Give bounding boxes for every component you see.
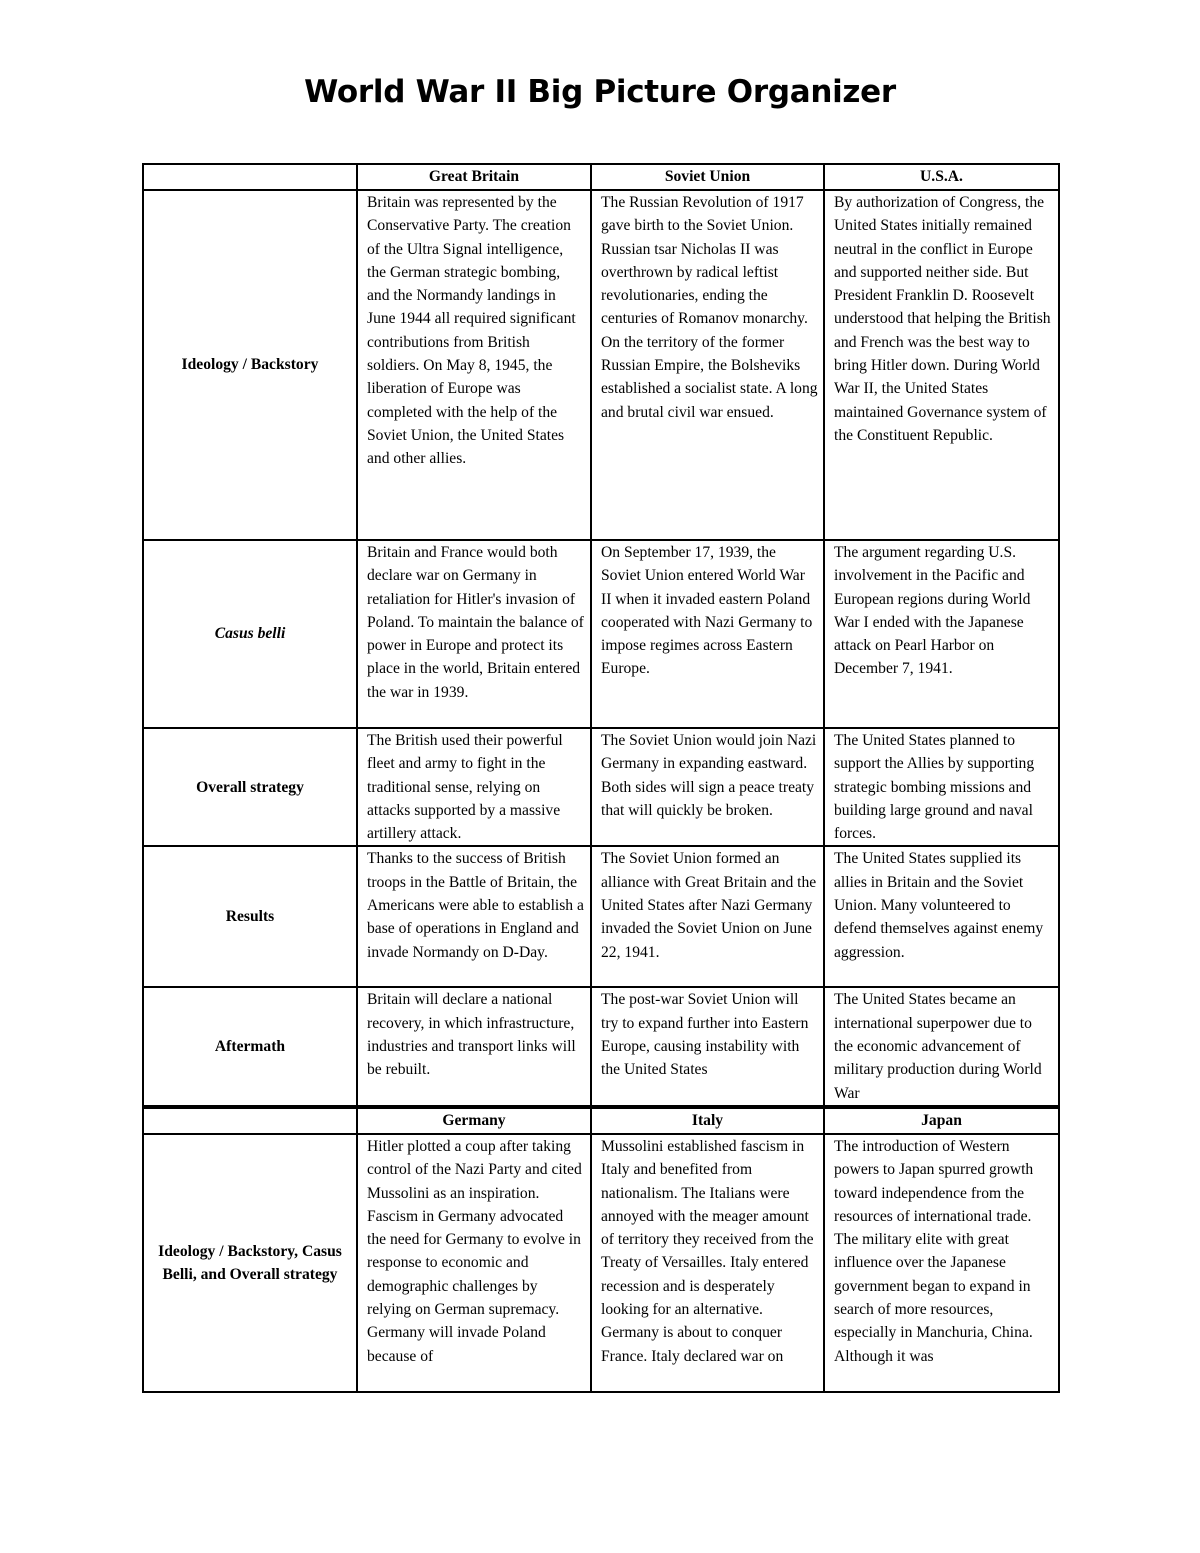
allies-organizer-table: [142, 163, 1060, 1107]
table-row: [143, 987, 1059, 1105]
header-soviet-union: Soviet Union: [591, 164, 824, 190]
row-label-aftermath: Aftermath: [143, 987, 357, 1105]
header-great-britain: Great Britain: [357, 164, 591, 190]
header-corner: [143, 1108, 357, 1134]
table-cell: The United States planned to support the Allies by supporting strategic bombing missions and building large ground and naval forces.: [824, 728, 1059, 846]
table-cell: Britain and France would both declare war on Germany in retaliation for Hitler's invasion of Poland. To maintain the balance of power in Europe and protect its place in the world, Britain entered the war in 1939.: [357, 540, 591, 728]
table-cell: Mussolini established fascism in Italy and benefited from nationalism. The Italians were annoyed with the meager amount of territory they received from the Treaty of Versailles. Italy entered recession and is desperately looking for an alternative. Germany is about to conquer France. Italy declared war on: [591, 1134, 824, 1392]
table-cell: The British used their powerful fleet and army to fight in the traditional sense, relying on attacks supported by a massive artillery attack.: [357, 728, 591, 846]
table-cell: The United States supplied its allies in Britain and the Soviet Union. Many volunteered to defend themselves against enemy aggression.: [824, 846, 1059, 987]
table-cell: The Soviet Union formed an alliance with Great Britain and the United States after Nazi Germany invaded the Soviet Union on June 22, 1941.: [591, 846, 824, 987]
page-title: World War II Big Picture Organizer: [304, 74, 896, 110]
table-row: [143, 728, 1059, 846]
table-cell: The introduction of Western powers to Japan spurred growth toward independence from the resources of international trade. The military elite with great influence over the Japanese government began to expand in search of more resources, especially in Manchuria, China. Although it was: [824, 1134, 1059, 1392]
row-label-ideology-casus-strategy: Ideology / Backstory, Casus Belli, and Overall strategy: [143, 1134, 357, 1392]
row-label-casus-belli: Casus belli: [143, 540, 357, 728]
table-cell: The United States became an international superpower due to the economic advancement of military production during World War: [824, 987, 1059, 1105]
table-cell: The post-war Soviet Union will try to expand further into Eastern Europe, causing instability with the United States: [591, 987, 824, 1105]
table-cell: Hitler plotted a coup after taking control of the Nazi Party and cited Mussolini as an inspiration. Fascism in Germany advocated the need for Germany to evolve in response to economic and demographic challenges by relying on German supremacy. Germany will invade Poland because of: [357, 1134, 591, 1392]
row-label-overall-strategy: Overall strategy: [143, 728, 357, 846]
table-cell: The argument regarding U.S. involvement in the Pacific and European regions during World War I ended with the Japanese attack on Pearl Harbor on December 7, 1941.: [824, 540, 1059, 728]
table-header-row: [143, 164, 1059, 190]
table-cell: The Soviet Union would join Nazi Germany in expanding eastward. Both sides will sign a peace treaty that will quickly be broken.: [591, 728, 824, 846]
table-cell: By authorization of Congress, the United States initially remained neutral in the conflict in Europe and supported neither side. But President Franklin D. Roosevelt understood that helping the British and French was the best way to bring Hitler down. During World War II, the United States maintained Governance system of the Constituent Republic.: [824, 190, 1059, 540]
table-cell: Britain will declare a national recovery, in which infrastructure, industries and transport links will be rebuilt.: [357, 987, 591, 1105]
table-cell: Britain was represented by the Conservative Party. The creation of the Ultra Signal intelligence, the German strategic bombing, and the Normandy landings in June 1944 all required significant contributions from British soldiers. On May 8, 1945, the liberation of Europe was completed with the help of the Soviet Union, the United States and other allies.: [357, 190, 591, 540]
row-label-results: Results: [143, 846, 357, 987]
header-germany: Germany: [357, 1108, 591, 1134]
header-usa: U.S.A.: [824, 164, 1059, 190]
axis-organizer-table: [142, 1107, 1060, 1393]
header-italy: Italy: [591, 1108, 824, 1134]
table-cell: On September 17, 1939, the Soviet Union entered World War II when it invaded eastern Poland cooperated with Nazi Germany to impose regimes across Eastern Europe.: [591, 540, 824, 728]
table-row: [143, 190, 1059, 540]
row-label-ideology: Ideology / Backstory: [143, 190, 357, 540]
table-header-row: [143, 1108, 1059, 1134]
table-row: [143, 846, 1059, 987]
table-cell: Thanks to the success of British troops in the Battle of Britain, the Americans were able to establish a base of operations in England and invade Normandy on D-Day.: [357, 846, 591, 987]
table-cell: The Russian Revolution of 1917 gave birth to the Soviet Union. Russian tsar Nicholas II was overthrown by radical leftist revolutionaries, ending the centuries of Romanov monarchy. On the territory of the former Russian Empire, the Bolsheviks established a socialist state. A long and brutal civil war ensued.: [591, 190, 824, 540]
table-row: [143, 540, 1059, 728]
header-japan: Japan: [824, 1108, 1059, 1134]
table-row: [143, 1134, 1059, 1392]
header-corner: [143, 164, 357, 190]
